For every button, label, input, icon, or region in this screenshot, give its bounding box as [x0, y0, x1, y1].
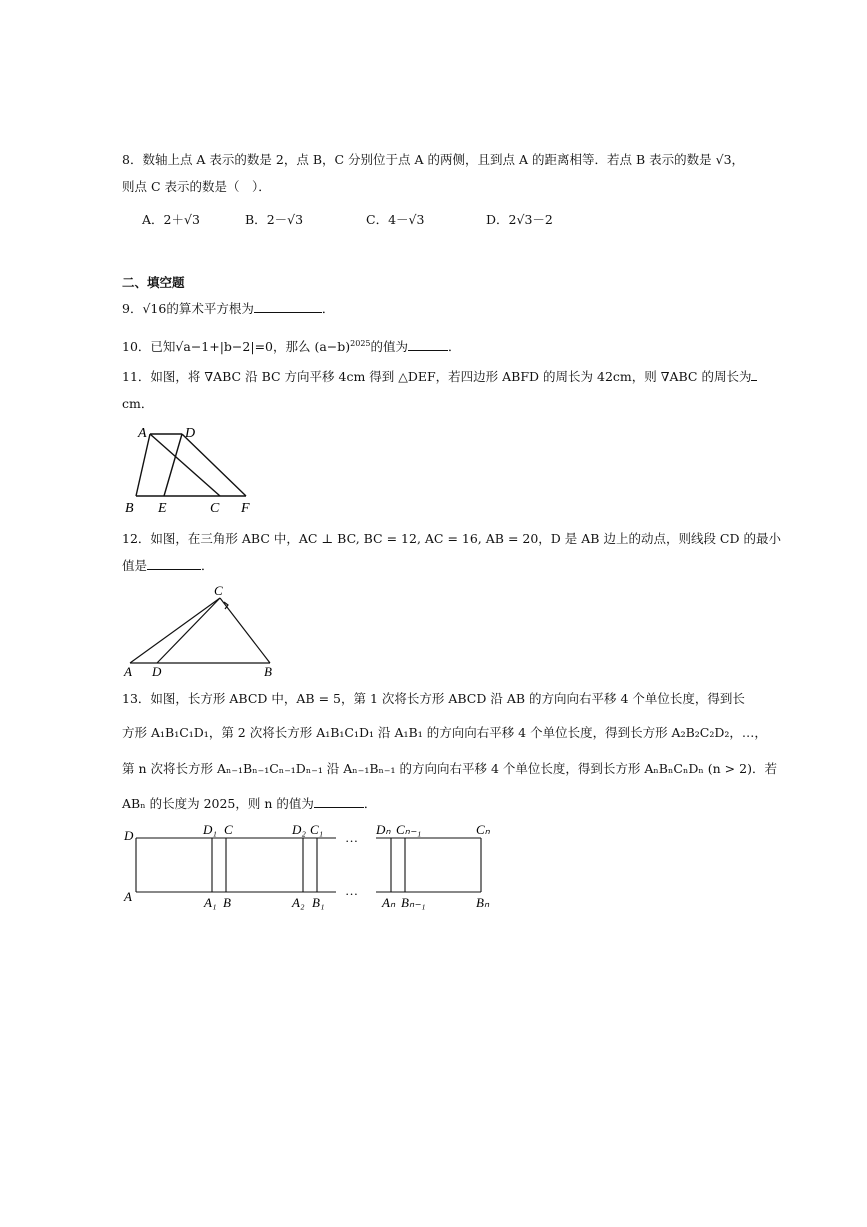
label-d: D — [185, 426, 196, 441]
q8-line2: 则点 C 表示的数是（ ）． — [122, 179, 271, 194]
label-a2: A₂ — [292, 895, 305, 910]
label-cn-1: Cₙ₋₁ — [396, 822, 422, 837]
q13-line1: 13．如图，长方形 ABCD 中，AB = 5，第 1 次将长方形 ABCD 沿 AB 的方向向右平移 4 个单位长度，得到长 — [122, 691, 745, 706]
q10-exponent: 2025 — [350, 339, 371, 348]
q10-expression: √a−1+|b−2|=0，那么 (a−b) — [175, 339, 351, 355]
label-a: A — [124, 664, 132, 679]
answer-blank[interactable] — [408, 338, 448, 351]
q12-figure — [120, 580, 280, 680]
q11-line1 — [122, 368, 757, 386]
label-c: C — [224, 822, 233, 837]
label-b: B — [223, 895, 231, 910]
label-e: E — [158, 501, 167, 516]
label-c1: C₁ — [310, 822, 324, 837]
segment-ac — [150, 434, 220, 496]
q12-line1: 12．如图，在三角形 ABC 中，AC ⊥ BC, BC = 12, AC = 16, AB = 20，D 是 AB 边上的动点，则线段 CD 的最小 — [122, 531, 781, 546]
q8-option-c — [366, 210, 424, 228]
label-c: C — [214, 583, 223, 598]
q9-text: 的算术平方根为 — [166, 301, 254, 316]
q9-line — [122, 300, 334, 318]
option-label: A． — [142, 212, 164, 227]
q13-line4 — [122, 795, 376, 813]
option-value: 2－√3 — [266, 212, 304, 227]
answer-blank[interactable] — [254, 300, 322, 313]
q9-number: 9． — [122, 301, 143, 316]
option-value: 4－√3 — [388, 212, 425, 227]
q10-number: 10．已知 — [122, 339, 176, 355]
q9-end: ． — [321, 301, 335, 316]
label-d1: D₁ — [203, 822, 217, 837]
q13-text: ABₙ 的长度为 2025，则 n 的值为 — [122, 796, 314, 811]
q10-line — [122, 335, 461, 356]
label-c: C — [210, 501, 220, 516]
option-value: 2＋√3 — [163, 212, 200, 227]
q12-end: ． — [201, 558, 214, 573]
segment-ac — [130, 598, 220, 663]
ellipsis-top: … — [346, 830, 358, 845]
q11-line2: cm． — [122, 396, 154, 411]
q12-text: 值是 — [122, 558, 148, 573]
label-a: A — [124, 889, 132, 904]
answer-blank[interactable] — [751, 368, 757, 381]
option-value: 2√3－2 — [508, 212, 553, 227]
segment-ab — [136, 434, 150, 496]
q10-end: ． — [448, 339, 461, 355]
q13-line3: 第 n 次将长方形 Aₙ₋₁Bₙ₋₁Cₙ₋₁Dₙ₋₁ 沿 Aₙ₋₁Bₙ₋₁ 的方向向右平移 4 个单位长度，得到长方形 AₙBₙCₙDₙ (n > 2)．若 — [122, 761, 777, 776]
segment-cd — [157, 598, 220, 663]
label-a1: A₁ — [204, 895, 217, 910]
option-label: D． — [486, 212, 509, 227]
label-a: A — [138, 426, 147, 441]
label-bn: Bₙ — [476, 895, 490, 910]
segment-df — [182, 434, 246, 496]
q12-line2 — [122, 557, 214, 575]
label-an: Aₙ — [382, 895, 396, 910]
q13-figure — [120, 815, 500, 915]
section-title: 二、填空题 — [122, 275, 185, 290]
q8-option-a — [142, 210, 200, 228]
q13-line2: 方形 A₁B₁C₁D₁，第 2 次将长方形 A₁B₁C₁D₁ 沿 A₁B₁ 的方向向右平移 4 个单位长度，得到长方形 A₂B₂C₂D₂，…， — [122, 725, 767, 740]
ellipsis-bottom: … — [346, 883, 358, 898]
label-d: D — [124, 828, 134, 843]
option-label: B． — [245, 212, 267, 227]
label-b1: B₁ — [312, 895, 325, 910]
label-dn: Dₙ — [376, 822, 391, 837]
q10-text: 的值为 — [370, 339, 409, 355]
segment-bc — [220, 598, 270, 663]
label-d2: D₂ — [292, 822, 306, 837]
answer-blank[interactable] — [147, 557, 201, 570]
label-d: D — [152, 664, 162, 679]
q11-figure — [120, 420, 270, 520]
label-b: B — [125, 501, 134, 516]
q8-line1: 8．数轴上点 A 表示的数是 2，点 B，C 分别位于点 A 的两侧，且到点 A 的距离相等．若点 B 表示的数是 √3， — [122, 152, 745, 167]
q8-option-d — [486, 210, 553, 228]
label-b: B — [264, 664, 272, 679]
q9-expression: √16 — [142, 301, 167, 316]
q13-end: ． — [363, 796, 377, 811]
q8-option-b — [245, 210, 303, 228]
label-cn: Cₙ — [476, 822, 490, 837]
option-label: C． — [366, 212, 389, 227]
segment-de — [164, 434, 182, 496]
answer-blank[interactable] — [314, 795, 364, 808]
label-bn-1: Bₙ₋₁ — [401, 895, 426, 910]
q11-text: 11．如图，将 ∇ABC 沿 BC 方向平移 4cm 得到 △DEF，若四边形 ABFD 的周长为 42cm，则 ∇ABC 的周长为 — [122, 369, 752, 384]
label-f: F — [241, 501, 250, 516]
